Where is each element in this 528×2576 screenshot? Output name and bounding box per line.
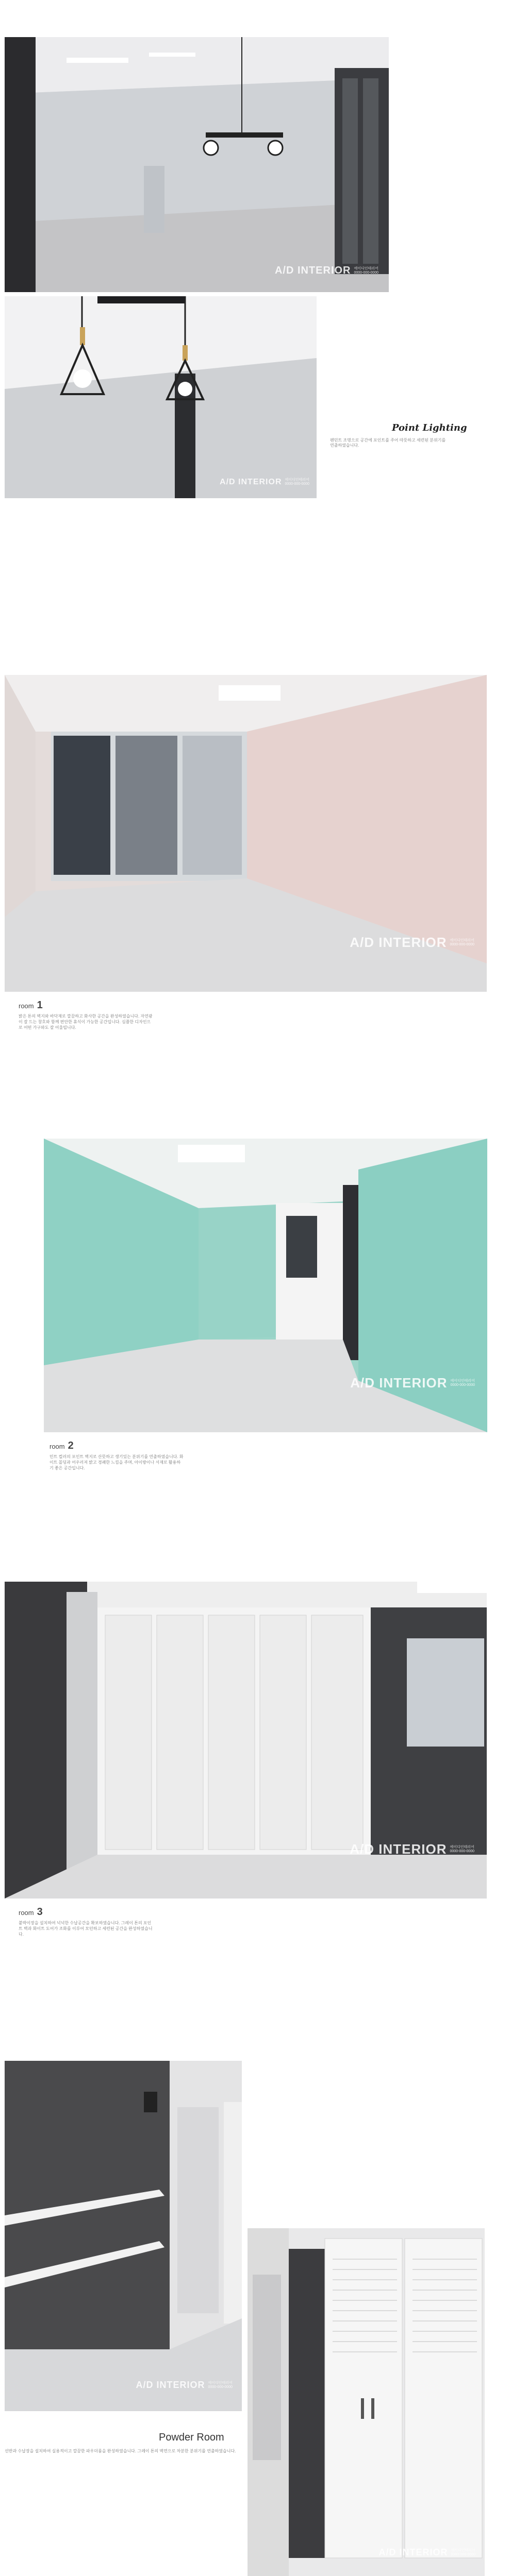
photo-dining-area <box>5 37 389 292</box>
room-1-label: room <box>19 1002 34 1010</box>
photo-powder-shelves <box>5 2061 242 2411</box>
watermark-line1: 에이디인테리어 <box>450 1845 474 1849</box>
watermark-sub <box>451 2549 476 2557</box>
watermark-sub <box>208 2381 233 2389</box>
watermark <box>378 2547 475 2558</box>
watermark <box>350 1841 474 1857</box>
watermark-logo: A/D INTERIOR <box>274 265 351 276</box>
watermark-sub <box>450 1845 475 1854</box>
watermark-sub <box>285 478 310 486</box>
watermark-logo: A/D INTERIOR <box>350 1841 447 1857</box>
room-3-caption <box>19 1906 153 1937</box>
watermark-sub <box>354 267 379 275</box>
watermark-line1: 에이디인테리어 <box>208 2381 233 2385</box>
watermark-line2: 0000-000-0000 <box>450 942 474 946</box>
point-lighting-title: Point Lighting <box>392 422 467 433</box>
watermark-logo: A/D INTERIOR <box>378 2547 448 2557</box>
watermark <box>350 1375 475 1391</box>
powder-room-desc: 선반과 수납장을 설치하여 실용적이고 깔끔한 파우더룸을 완성하였습니다. 그레이 톤의 벽면으로 차분한 분위기를 연출하였습니다. <box>5 2449 236 2453</box>
room-3-desc: 붙박이장을 설치하여 넉넉한 수납공간을 확보하였습니다. 그레이 톤의 포인트 벽과 화이트 도어가 조화를 이루어 모던하고 세련된 공간을 완성하였습니다. <box>19 1921 153 1937</box>
room-2-number: 2 <box>68 1440 74 1451</box>
room-1-desc: 밝은 톤의 벽지와 바닥재로 깔끔하고 화사한 공간을 완성하였습니다. 자연광이 잘 드는 창호와 함께 편안한 휴식이 가능한 공간입니다. 심플한 디자인으로 어떤 가구와도 잘 어울립니다. <box>19 1014 153 1030</box>
photo-room-3 <box>5 1582 487 1899</box>
photo-powder-cabinet <box>248 2228 485 2576</box>
room-2-title <box>50 1440 184 1452</box>
watermark-line1: 에이디인테리어 <box>450 938 474 942</box>
watermark-line2: 0000-000-0000 <box>450 1849 474 1853</box>
room-2-label: room <box>50 1443 65 1450</box>
room-3-title <box>19 1906 153 1918</box>
watermark-line1: 에이디인테리어 <box>285 478 309 482</box>
room-1-title <box>19 999 153 1011</box>
watermark-sub <box>451 1379 475 1387</box>
room-3-label: room <box>19 1909 34 1917</box>
point-lighting-desc: 펜던트 조명으로 공간에 포인트를 주어 따뜻하고 세련된 분위기를 연출하였습니다. <box>330 438 446 448</box>
watermark-logo: A/D INTERIOR <box>350 935 447 950</box>
room-2-caption <box>50 1440 184 1471</box>
photo-pendant-lamp <box>5 296 317 498</box>
photo-room-2 <box>44 1139 487 1432</box>
photo-room-1 <box>5 675 487 992</box>
watermark-line2: 0000-000-0000 <box>354 270 378 275</box>
watermark-line2: 0000-000-0000 <box>208 2385 233 2389</box>
watermark <box>220 478 309 487</box>
watermark-line1: 에이디인테리어 <box>354 266 378 270</box>
watermark-logo: A/D INTERIOR <box>350 1375 448 1391</box>
watermark-sub <box>450 939 475 947</box>
watermark <box>136 2380 233 2391</box>
room-2-desc: 민트 컬러의 포인트 벽지로 산뜻하고 생기있는 분위기를 연출하였습니다. 화이트 몰딩과 어우러져 밝고 경쾌한 느낌을 주며, 아이방이나 서재로 활용하기 좋은 공간입니다. <box>50 1454 184 1470</box>
watermark-logo: A/D INTERIOR <box>220 478 282 486</box>
watermark-line1: 에이디인테리어 <box>450 1379 475 1383</box>
watermark-line2: 0000-000-0000 <box>285 482 309 486</box>
room-1-caption <box>19 999 153 1030</box>
watermark-logo: A/D INTERIOR <box>136 2380 205 2390</box>
room-3-number: 3 <box>37 1906 43 1918</box>
powder-room-title: Powder Room <box>159 2432 224 2443</box>
watermark-line2: 0000-000-0000 <box>451 2552 475 2556</box>
watermark-line2: 0000-000-0000 <box>450 1383 475 1387</box>
watermark <box>275 265 378 277</box>
watermark <box>350 935 474 951</box>
room-1-number: 1 <box>37 999 43 1011</box>
watermark-line1: 에이디인테리어 <box>451 2548 475 2552</box>
